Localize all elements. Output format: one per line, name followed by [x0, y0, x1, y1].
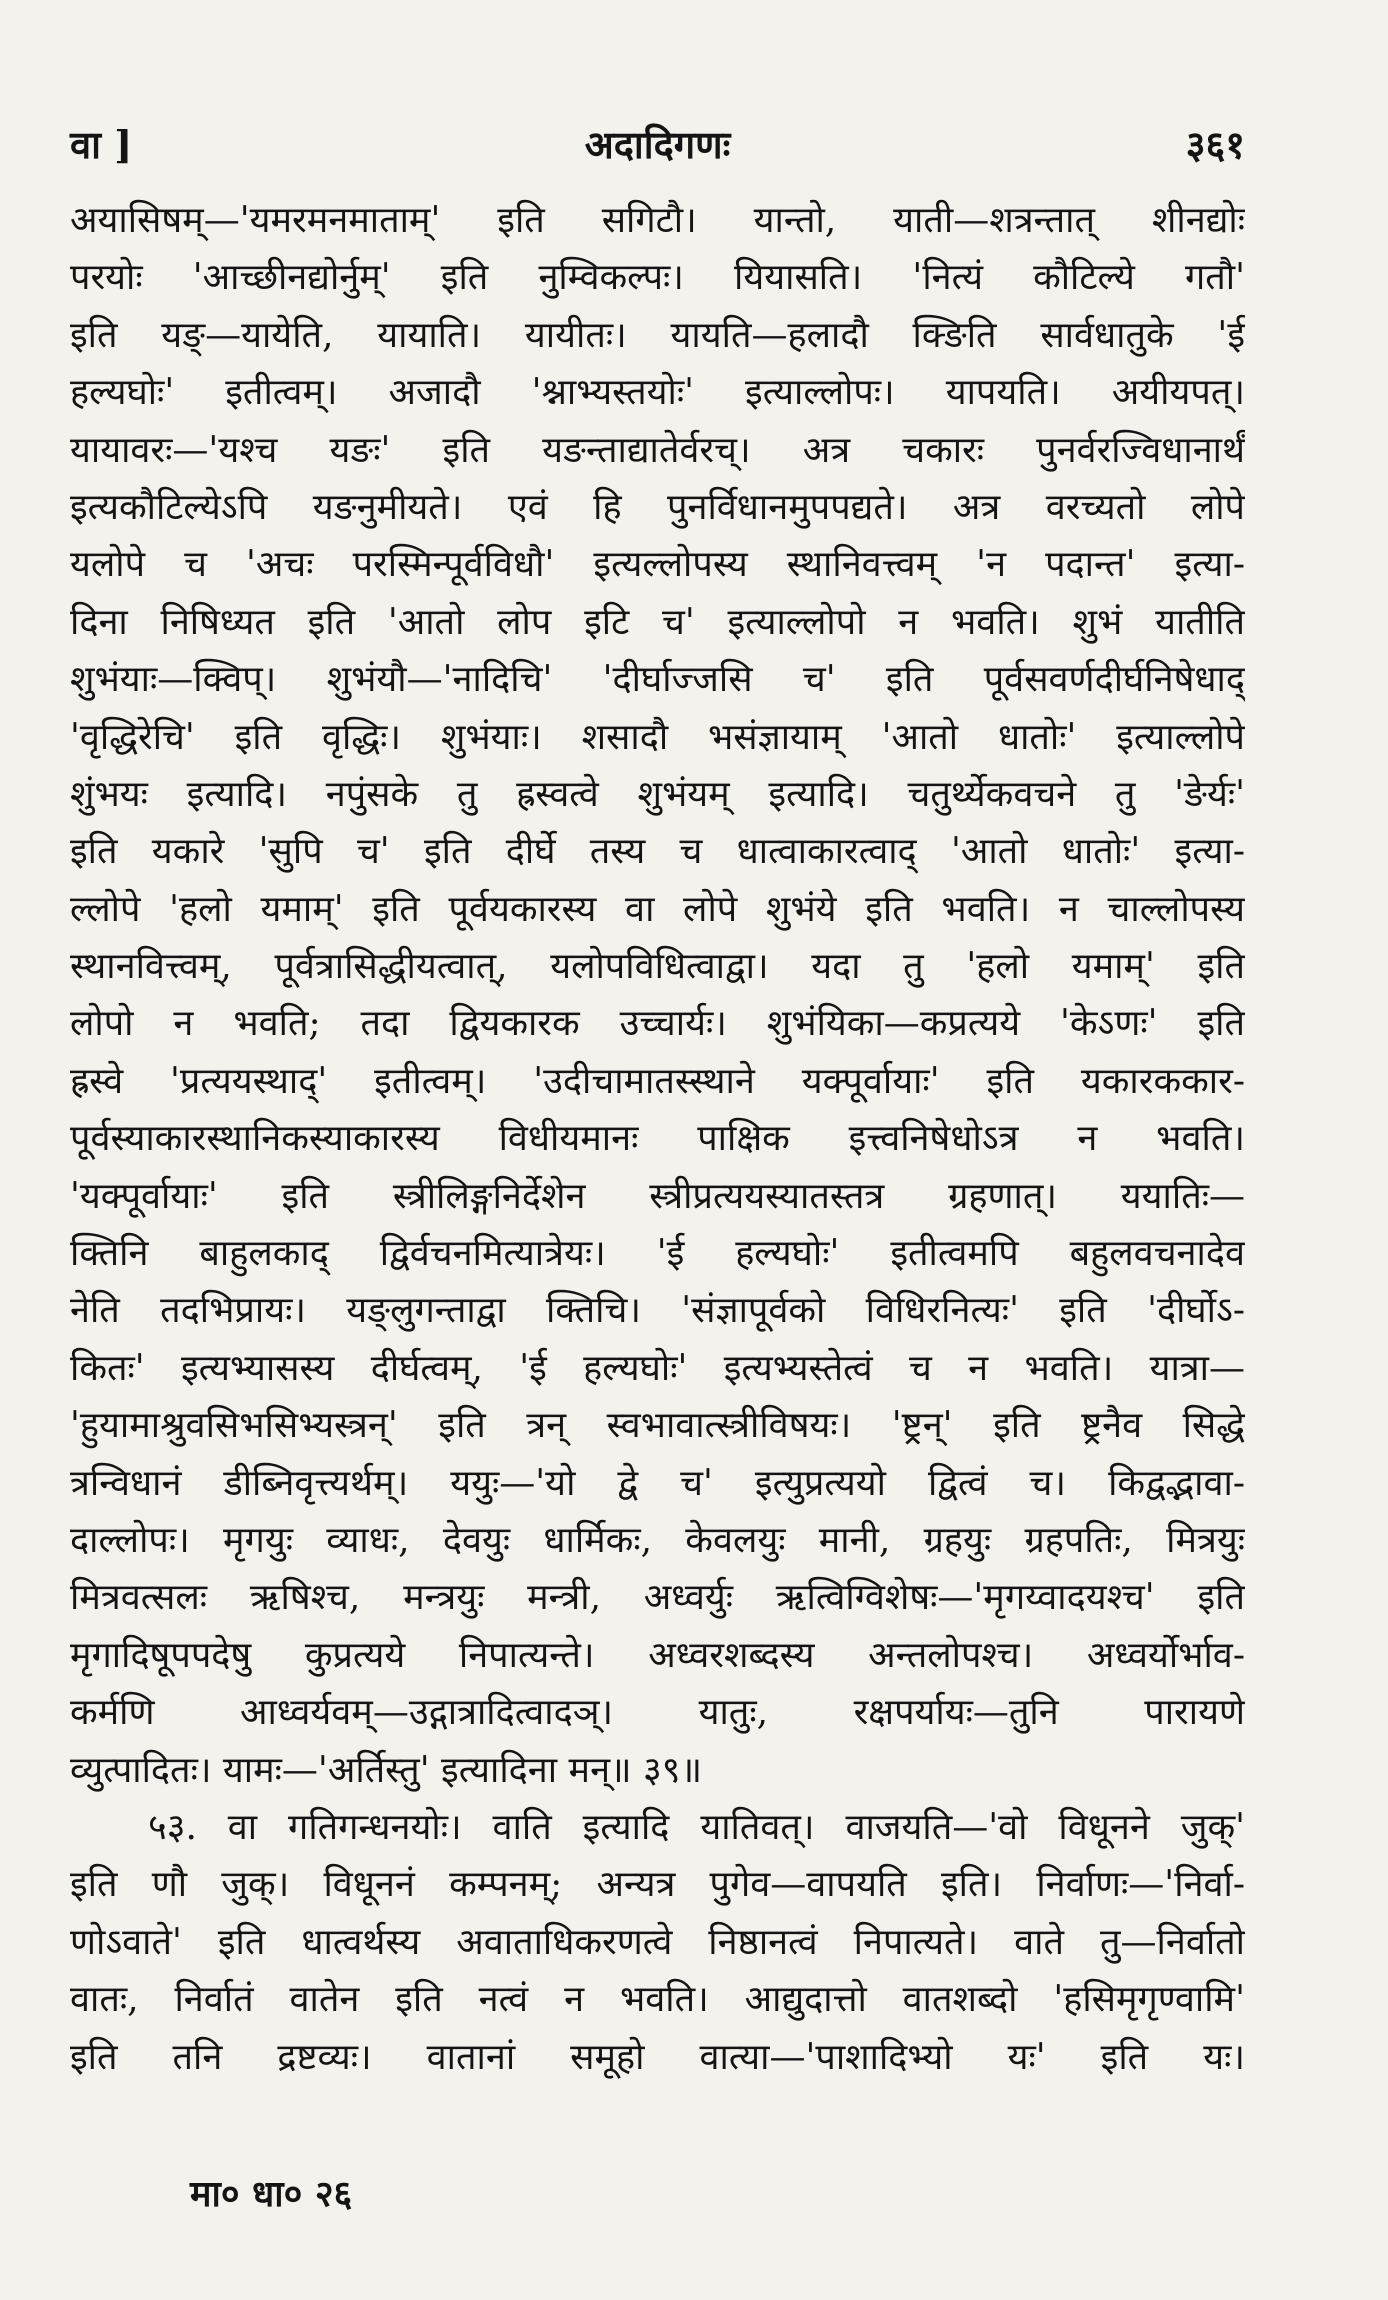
text-line: मृगादिषूपपदेषु कुप्रत्यये निपात्यन्ते। अध्वरशब्दस्य अन्तलोपश्च। अध्वर्योर्भाव-: [70, 1634, 1245, 1676]
text-line: शुभंयाः—क्विप्। शुभंयौ—'नादिचि' 'दीर्घाज्जसि च' इति पूर्वसवर्णदीर्घनिषेधाद्: [70, 659, 1245, 701]
running-head: [70, 118, 1245, 178]
running-head-left: वा ]: [70, 122, 133, 167]
body-text: [70, 192, 1245, 2086]
text-line: इति यङ्—यायेति, यायाति। यायीतः। यायति—हलादौ क्ङिति सार्वधातुके 'ई: [70, 314, 1245, 356]
text-line: ल्लोपे 'हलो यमाम्' इति पूर्वयकारस्य वा लोपे शुभंये इति भवति। न चाल्लोपस्य: [70, 888, 1245, 930]
running-head-title: अदादिगणः: [584, 122, 731, 167]
text-line: हल्यघोः' इतीत्वम्। अजादौ 'श्नाभ्यस्तयोः' इत्याल्लोपः। यापयति। अयीयपत्।: [70, 372, 1245, 414]
text-line: पूर्वस्याकारस्थानिकस्याकारस्य विधीयमानः पाक्षिक इत्त्वनिषेधोऽत्र न भवति।: [70, 1118, 1245, 1160]
text-line: 'यक्पूर्वायाः' इति स्त्रीलिङ्गनिर्देशेन स्त्रीप्रत्ययस्यातस्तत्र ग्रहणात्। ययातिः—: [70, 1175, 1245, 1217]
text-line: इति तनि द्रष्टव्यः। वातानां समूहो वात्या—'पाशादिभ्यो यः' इति यः।: [70, 2036, 1245, 2078]
text-line: णोऽवाते' इति धात्वर्थस्य अवाताधिकरणत्वे निष्ठानत्वं निपात्यते। वाते तु—निर्वातो: [70, 1921, 1245, 1963]
text-line: मित्रवत्सलः ऋषिश्च, मन्त्रयुः मन्त्री, अध्वर्युः ऋत्विग्विशेषः—'मृगय्वादयश्च' इति: [70, 1577, 1245, 1619]
text-line: 'हुयामाश्रुवसिभसिभ्यस्त्रन्' इति त्रन् स्वभावात्स्त्रीविषयः। 'ष्ट्रन्' इति ष्ट्रनैव सिद्धे: [70, 1405, 1245, 1447]
text-line: त्रन्विधानं डीब्निवृत्त्यर्थम्। ययुः—'यो द्वे च' इत्युप्रत्ययो द्वित्वं च। किद्वद्भावा-: [70, 1462, 1245, 1504]
page-number: ३६१: [1185, 122, 1245, 167]
text-line: इति यकारे 'सुपि च' इति दीर्घे तस्य च धात्वाकारत्वाद् 'आतो धातोः' इत्या-: [70, 831, 1245, 873]
text-line: स्थानवित्त्वम्, पूर्वत्रासिद्धीयत्वात्, यलोपविधित्वाद्वा। यदा तु 'हलो यमाम्' इति: [70, 946, 1245, 988]
text-line: दाल्लोपः। मृगयुः व्याधः, देवयुः धार्मिकः, केवलयुः मानी, ग्रहयुः ग्रहपतिः, मित्रयुः: [70, 1519, 1245, 1561]
text-line: यलोपे च 'अचः परस्मिन्पूर्वविधौ' इत्यल्लोपस्य स्थानिवत्त्वम् 'न पदान्त' इत्या-: [70, 544, 1245, 586]
text-line: ह्रस्वे 'प्रत्ययस्थाद्' इतीत्वम्। 'उदीचामातस्स्थाने यक्पूर्वायाः' इति यकारककार-: [70, 1060, 1245, 1102]
text-line: कितः' इत्यभ्यासस्य दीर्घत्वम्, 'ई हल्यघोः' इत्यभ्यस्तेत्वं च न भवति। यात्रा—: [70, 1347, 1245, 1389]
text-line: अयासिषम्—'यमरमनमाताम्' इति सगिटौ। यान्तो, याती—शत्रन्तात् शीनद्योः: [70, 200, 1245, 241]
text-line: 'वृद्धिरेचि' इति वृद्धिः। शुभंयाः। शसादौ भसंज्ञायाम् 'आतो धातोः' इत्याल्लोपे: [70, 716, 1245, 758]
signature-mark: मा० धा० २६: [190, 2173, 353, 2215]
text-line: कर्मणि आध्वर्यवम्—उद्गात्रादित्वादञ्। यातुः, रक्षपर्यायः—तुनि पारायणे: [70, 1692, 1245, 1734]
text-line: शुंभयः इत्यादि। नपुंसके तु ह्रस्वत्वे शुभंयम् इत्यादि। चतुर्थ्येकवचने तु 'ङेर्यः': [70, 773, 1245, 815]
text-line: इति णौ जुक्। विधूननं कम्पनम्; अन्यत्र पुगेव—वापयति इति। निर्वाणः—'निर्वा-: [70, 1864, 1245, 1906]
text-line: व्युत्पादितः। यामः—'अर्तिस्तु' इत्यादिना मन्॥ ३९॥: [70, 1749, 703, 1791]
text-line: परयोः 'आच्छीनद्योर्नुम्' इति नुम्विकल्पः। यियासति। 'नित्यं कौटिल्ये गतौ': [70, 257, 1245, 299]
text-line: लोपो न भवति; तदा द्वियकारक उच्चार्यः। शुभंयिका—कप्रत्यये 'केऽणः' इति: [70, 1003, 1245, 1045]
text-line: दिना निषिध्यत इति 'आतो लोप इटि च' इत्याल्लोपो न भवति। शुभं यातीति: [70, 601, 1245, 643]
text-line: नेति तदभिप्रायः। यङ्लुगन्ताद्वा क्तिचि। 'संज्ञापूर्वको विधिरनित्यः' इति 'दीर्घोऽ-: [70, 1290, 1245, 1332]
paragraph-start-line: ५३. वा गतिगन्धनयोः। वाति इत्यादि यातिवत्। वाजयति—'वो विधूनने जुक्': [148, 1806, 1245, 1848]
text-line: यायावरः—'यश्च यङः' इति यङन्ताद्यातेर्वरच्। अत्र चकारः पुनर्वरज्विधानार्थं: [70, 429, 1245, 471]
text-line: वातः, निर्वातं वातेन इति नत्वं न भवति। आद्युदात्तो वातशब्दो 'हसिमृगृण्वामि': [70, 1979, 1245, 2021]
text-line: क्तिनि बाहुलकाद् द्विर्वचनमित्यात्रेयः। 'ई हल्यघोः' इतीत्वमपि बहुलवचनादेव: [70, 1233, 1245, 1275]
text-line: इत्यकौटिल्येऽपि यङनुमीयते। एवं हि पुनर्विधानमुपपद्यते। अत्र वरच्यतो लोपे: [70, 486, 1245, 528]
